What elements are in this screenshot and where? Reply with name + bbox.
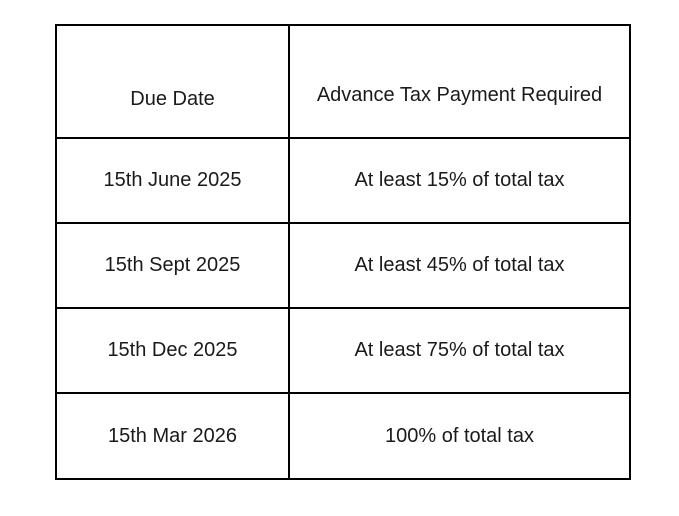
table-header-row: [56, 25, 630, 138]
due-date-cell: 15th June 2025: [56, 138, 289, 223]
payment-required-cell: At least 15% of total tax: [289, 138, 630, 223]
table-row: [56, 393, 630, 479]
payment-required-cell: At least 75% of total tax: [289, 308, 630, 393]
due-date-cell: 15th Mar 2026: [56, 393, 289, 479]
due-date-cell: 15th Dec 2025: [56, 308, 289, 393]
payment-required-cell: At least 45% of total tax: [289, 223, 630, 308]
due-date-cell: 15th Sept 2025: [56, 223, 289, 308]
header-due-date: Due Date: [56, 25, 289, 138]
table-row: [56, 138, 630, 223]
table-row: [56, 308, 630, 393]
payment-required-cell: 100% of total tax: [289, 393, 630, 479]
table-row: [56, 223, 630, 308]
header-advance-tax-payment: Advance Tax Payment Required: [289, 25, 630, 138]
advance-tax-table: [55, 24, 631, 480]
